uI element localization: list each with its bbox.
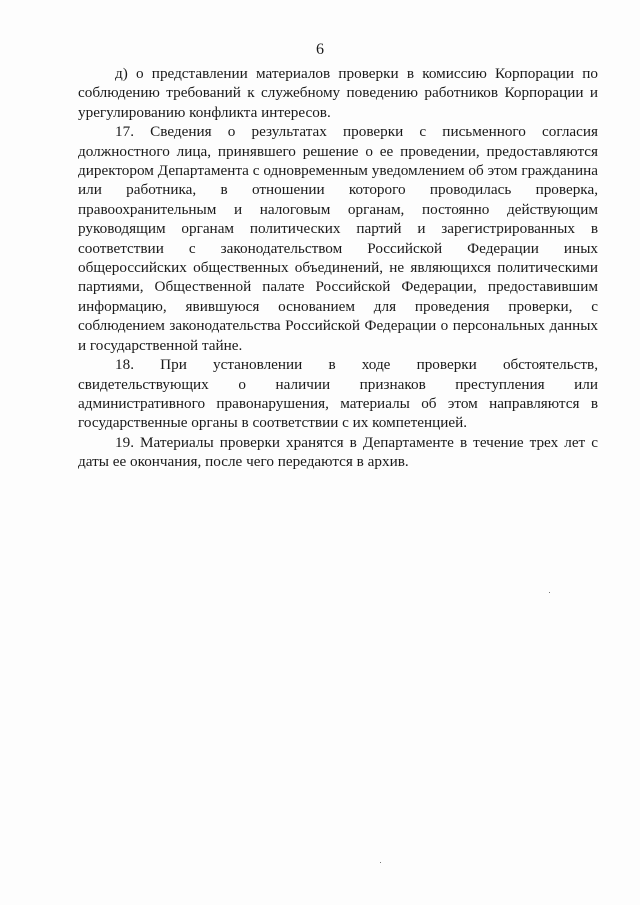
scan-speck <box>549 592 550 593</box>
paragraph-17: 17. Сведения о результатах проверки с письменного согласия должностного лица, принявшего решение о ее проведении, предоставляются директором Департамента с одновременным уведомлением об этом гражданина или работника, в отношении которого проводилась проверка, правоохранительным и налоговым органам, постоянно действующим руководящим органам политических партий и зарегистрированных в соответствии с законодательством Российской Федерации иных общероссийских общественных объединений, не являющихся политическими партиями, Общественной палате Российской Федерации, предоставившим информацию, явившуюся основанием для проведения проверки, с соблюдением законодательства Российской Федерации о персональных данных и государственной тайне. <box>78 123 598 354</box>
page-number: 6 <box>316 41 324 58</box>
scan-speck <box>380 862 381 863</box>
paragraph-d: д) о представлении материалов проверки в комиссию Корпорации по соблюдению требований к служебному поведению работников Корпорации и урегулированию конфликта интересов. <box>78 65 598 121</box>
document-body <box>78 64 598 472</box>
paragraph-19: 19. Материалы проверки хранятся в Департаменте в течение трех лет с даты ее окончания, после чего передаются в архив. <box>78 433 598 471</box>
paragraph-18: 18. При установлении в ходе проверки обстоятельств, свидетельствующих о наличии признаков преступления или административного правонарушения, материалы об этом направляются в государственные органы в соответствии с их компетенцией. <box>78 356 598 432</box>
